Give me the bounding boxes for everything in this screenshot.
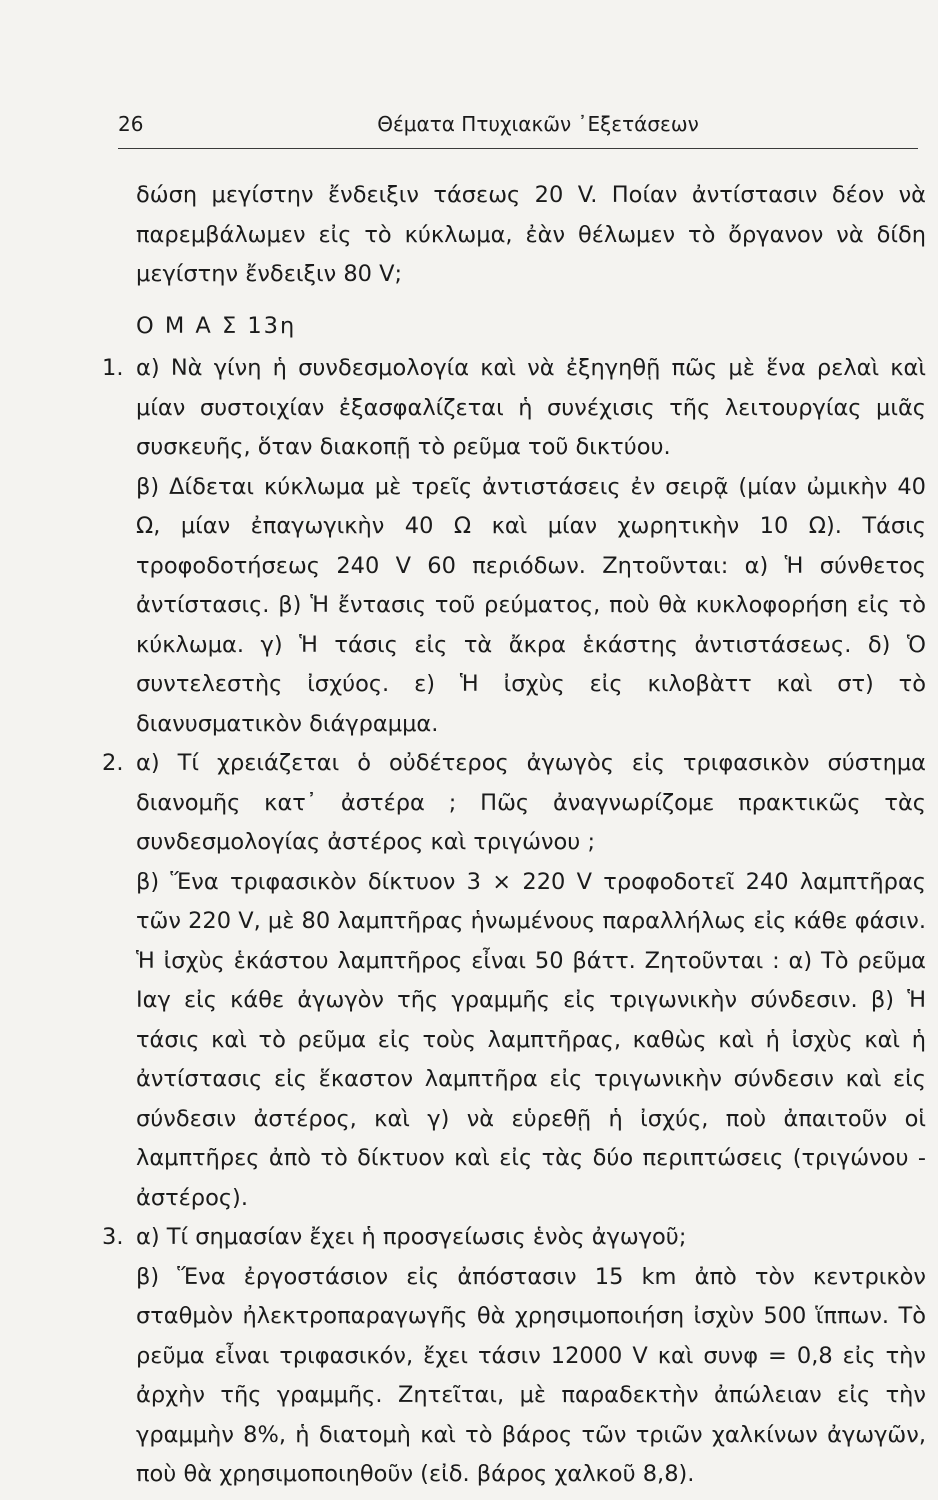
question-1 <box>102 349 926 744</box>
page-body <box>102 176 926 1495</box>
page-header <box>118 112 918 146</box>
header-rule <box>118 148 918 149</box>
running-title: Θέματα Πτυχιακῶν ᾿Εξετάσεων <box>377 112 699 136</box>
question-part: α) Νὰ γίνη ἡ συνδεσμολογία καὶ νὰ ἐξηγηθῇ πῶς μὲ ἕνα ρελαὶ καὶ μίαν συστοιχίαν ἐξασφαλίζεται ἡ συνέχισις τῆς λειτουργίας μιᾶς συσκευῆς, ὅταν διακοπῇ τὸ ρεῦμα τοῦ δικτύου. <box>136 355 926 460</box>
page-number: 26 <box>118 112 144 136</box>
question-part: α) Τί χρειάζεται ὁ οὐδέτερος ἀγωγὸς εἰς τριφασικὸν σύστημα διανομῆς κατ᾽ ἀστέρα ; Πῶς ἀναγνωρίζομε πρακτικῶς τὰς συνδεσμολογίας ἀστέρος καὶ τριγώνου ; <box>136 750 926 855</box>
question-part: β) Ἕνα τριφασικὸν δίκτυον 3 × 220 V τροφοδοτεῖ 240 λαμπτῆρας τῶν 220 V, μὲ 80 λαμπτῆρας ἡνωμένους παραλλήλως εἰς κάθε φάσιν. Ἡ ἰσχὺς ἑκάστου λαμπτῆρος εἶναι 50 βάττ. Ζητοῦνται : α) Τὸ ρεῦμα Ιαγ εἰς κάθε ἀγωγὸν τῆς γραμμῆς εἰς τριγωνικὴν σύνδεσιν. β) Ἡ τάσις καὶ τὸ ρεῦμα εἰς τοὺς λαμπτῆρας, καθὼς καὶ ἡ ἰσχὺς καὶ ἡ ἀντίστασις εἰς ἕκαστον λαμπτῆρα εἰς τριγωνικὴν σύνδεσιν καὶ εἰς σύνδεσιν ἀστέρος, καὶ γ) νὰ εὑρεθῇ ἡ ἰσχύς, ποὺ ἀπαιτοῦν οἱ λαμπτῆρες ἀπὸ τὸ δίκτυον καὶ εἰς τὰς δύο περιπτώσεις (τριγώνου - ἀστέρος). <box>136 868 926 1211</box>
question-part: α) Τί σημασίαν ἔχει ἡ προσγείωσις ἑνὸς ἀγωγοῦ; <box>136 1224 687 1250</box>
question-3 <box>102 1218 926 1495</box>
question-number: 2. <box>102 750 124 776</box>
intro-paragraph: δώση μεγίστην ἔνδειξιν τάσεως 20 V. Ποίαν ἀντίστασιν δέον νὰ παρεμβάλωμεν εἰς τὸ κύκλωμα, ἐὰν θέλωμεν τὸ ὄργανον νὰ δίδη μεγίστην ἔνδειξιν 80 V; <box>136 182 926 287</box>
section-heading: Ο Μ Α Σ 13η <box>136 312 297 339</box>
question-part: β) Ἕνα ἐργοστάσιον εἰς ἀπόστασιν 15 km ἀπὸ τὸν κεντρικὸν σταθμὸν ἠλεκτροπαραγωγῆς θὰ χρησιμοποιήση ἰσχὺν 500 ἵππων. Τὸ ρεῦμα εἶναι τριφασικόν, ἔχει τάσιν 12000 V καὶ συνφ = 0,8 εἰς τὴν ἀρχὴν τῆς γραμμῆς. Ζητεῖται, μὲ παραδεκτὴν ἀπώλειαν εἰς τὴν γραμμὴν 8%, ἡ διατομὴ καὶ τὸ βάρος τῶν τριῶν χαλκίνων ἀγωγῶν, ποὺ θὰ χρησιμοποιηθοῦν (εἰδ. βάρος χαλκοῦ 8,8). <box>136 1263 926 1487</box>
question-number: 1. <box>102 355 124 381</box>
question-2 <box>102 744 926 1218</box>
question-number: 3. <box>102 1224 124 1250</box>
question-part: β) Δίδεται κύκλωμα μὲ τρεῖς ἀντιστάσεις ἐν σειρᾷ (μίαν ὠμικὴν 40 Ω, μίαν ἐπαγωγικὴν 40 Ω καὶ μίαν χωρητικὴν 10 Ω). Τάσις τροφοδοτήσεως 240 V 60 περιόδων. Ζητοῦνται: α) Ἡ σύνθετος ἀντίστασις. β) Ἡ ἔντασις τοῦ ρεύματος, ποὺ θὰ κυκλοφορήση εἰς τὸ κύκλωμα. γ) Ἡ τάσις εἰς τὰ ἄκρα ἑκάστης ἀντιστάσεως. δ) Ὁ συντελεστὴς ἰσχύος. ε) Ἡ ἰσχὺς εἰς κιλοβὰττ καὶ στ) τὸ διανυσματικὸν διάγραμμα. <box>136 473 926 737</box>
